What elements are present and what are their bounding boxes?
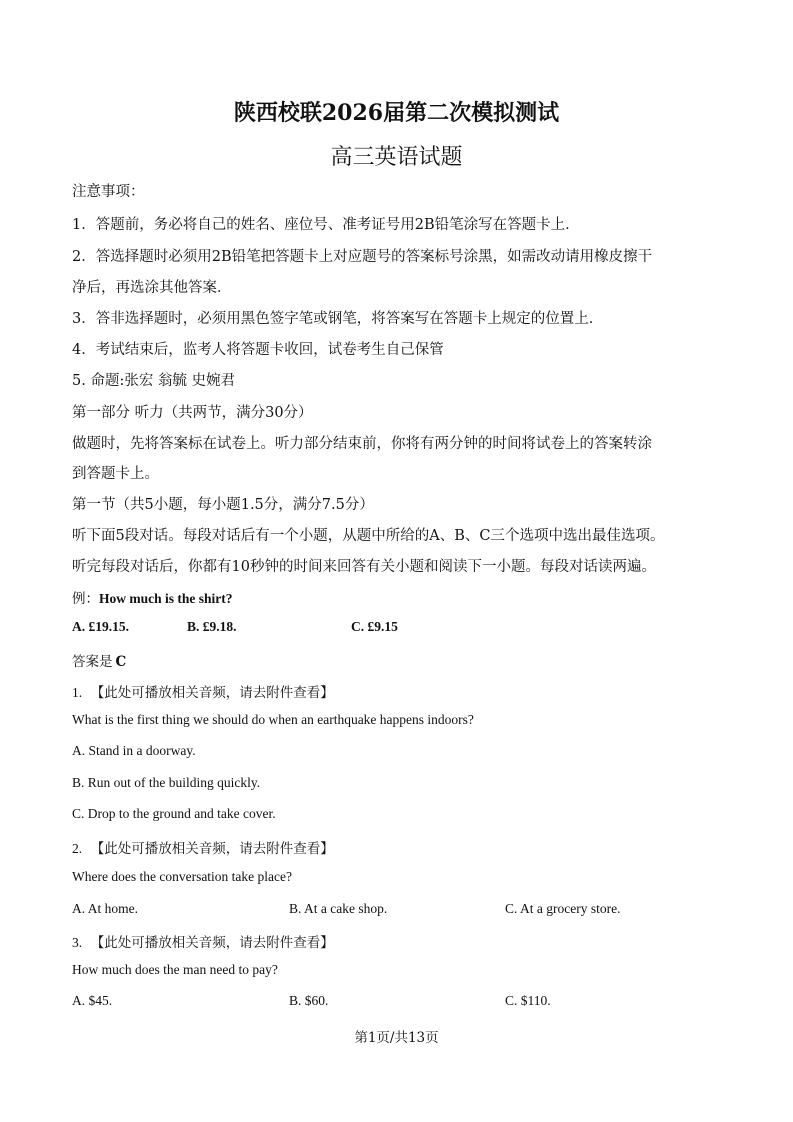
part1-instruction: 到答题卡上。 bbox=[72, 466, 159, 482]
question-number: 2. bbox=[72, 841, 83, 856]
example-answer bbox=[72, 650, 732, 670]
example-answer-label: 答案是 bbox=[72, 654, 113, 670]
audio-note: 【此处可播放相关音频，请去附件查看】 bbox=[90, 685, 334, 701]
example-question-text: How much is the shirt? bbox=[99, 591, 233, 606]
example-question bbox=[72, 587, 732, 607]
notes-heading: 注意事项： bbox=[72, 184, 145, 200]
question-1-audio bbox=[72, 681, 732, 701]
question-1-text: What is the first thing we should do when an earthquake happens indoors? bbox=[72, 712, 474, 727]
part1-instruction: 做题时，先将答案标在试卷上。听力部分结束前，你将有两分钟的时间将试卷上的答案转涂 bbox=[72, 436, 652, 452]
question-1-option-c: C. Drop to the ground and take cover. bbox=[72, 806, 276, 821]
question-3-option-a: A. $45. bbox=[72, 993, 113, 1008]
question-1-option-a: A. Stand in a doorway. bbox=[72, 743, 196, 758]
example-option-b: B. £9.18. bbox=[187, 619, 237, 634]
question-3-option-b: B. $60. bbox=[289, 993, 329, 1008]
example-option-c: C. £9.15 bbox=[351, 619, 398, 634]
question-number: 3. bbox=[72, 935, 83, 950]
note-item: 净后，再选涂其他答案． bbox=[72, 280, 232, 296]
note-item: 2．答选择题时必须用2B铅笔把答题卡上对应题号的答案标号涂黑，如需改动请用橡皮擦干 bbox=[72, 249, 653, 265]
section1-instruction: 听下面5段对话。每段对话后有一个小题，从题中所给的A、B、C三个选项中选出最佳选项。 bbox=[72, 528, 665, 544]
section1-heading: 第一节（共5小题，每小题1.5分，满分7.5分） bbox=[72, 497, 374, 513]
question-2-audio bbox=[72, 837, 732, 857]
page-footer: 第1页/共13页 bbox=[354, 1030, 439, 1046]
question-3-text: How much does the man need to pay? bbox=[72, 962, 278, 977]
note-item: 4．考试结束后，监考人将答题卡收回，试卷考生自己保管 bbox=[72, 342, 444, 358]
question-2-option-b: B. At a cake shop. bbox=[289, 901, 388, 916]
exam-title: 陕西校联2026届第二次模拟测试 bbox=[233, 100, 560, 126]
note-item: 5. 命题:张宏 翁毓 史婉君 bbox=[72, 373, 236, 389]
question-2-text: Where does the conversation take place? bbox=[72, 869, 293, 884]
example-option-a: A. £19.15. bbox=[72, 619, 129, 634]
question-3-audio bbox=[72, 931, 732, 951]
audio-note: 【此处可播放相关音频，请去附件查看】 bbox=[90, 841, 334, 857]
note-item: 3．答非选择题时，必须用黑色签字笔或钢笔，将答案写在答题卡上规定的位置上． bbox=[72, 311, 604, 327]
audio-note: 【此处可播放相关音频，请去附件查看】 bbox=[90, 935, 334, 951]
example-label: 例： bbox=[72, 591, 99, 607]
part1-heading: 第一部分 听力（共两节，满分30分） bbox=[72, 405, 313, 421]
exam-subtitle: 高三英语试题 bbox=[330, 145, 463, 170]
note-item: 1．答题前，务必将自己的姓名、座位号、准考证号用2B铅笔涂写在答题卡上． bbox=[72, 217, 580, 233]
question-number: 1. bbox=[72, 685, 83, 700]
question-1-option-b: B. Run out of the building quickly. bbox=[72, 775, 261, 790]
question-2-option-a: A. At home. bbox=[72, 901, 138, 916]
question-3-option-c: C. $110. bbox=[505, 993, 551, 1008]
question-2-option-c: C. At a grocery store. bbox=[505, 901, 621, 916]
section1-instruction: 听完每段对话后，你都有10秒钟的时间来回答有关小题和阅读下一小题。每段对话读两遍。 bbox=[72, 559, 656, 575]
example-answer-value: C bbox=[115, 654, 127, 670]
